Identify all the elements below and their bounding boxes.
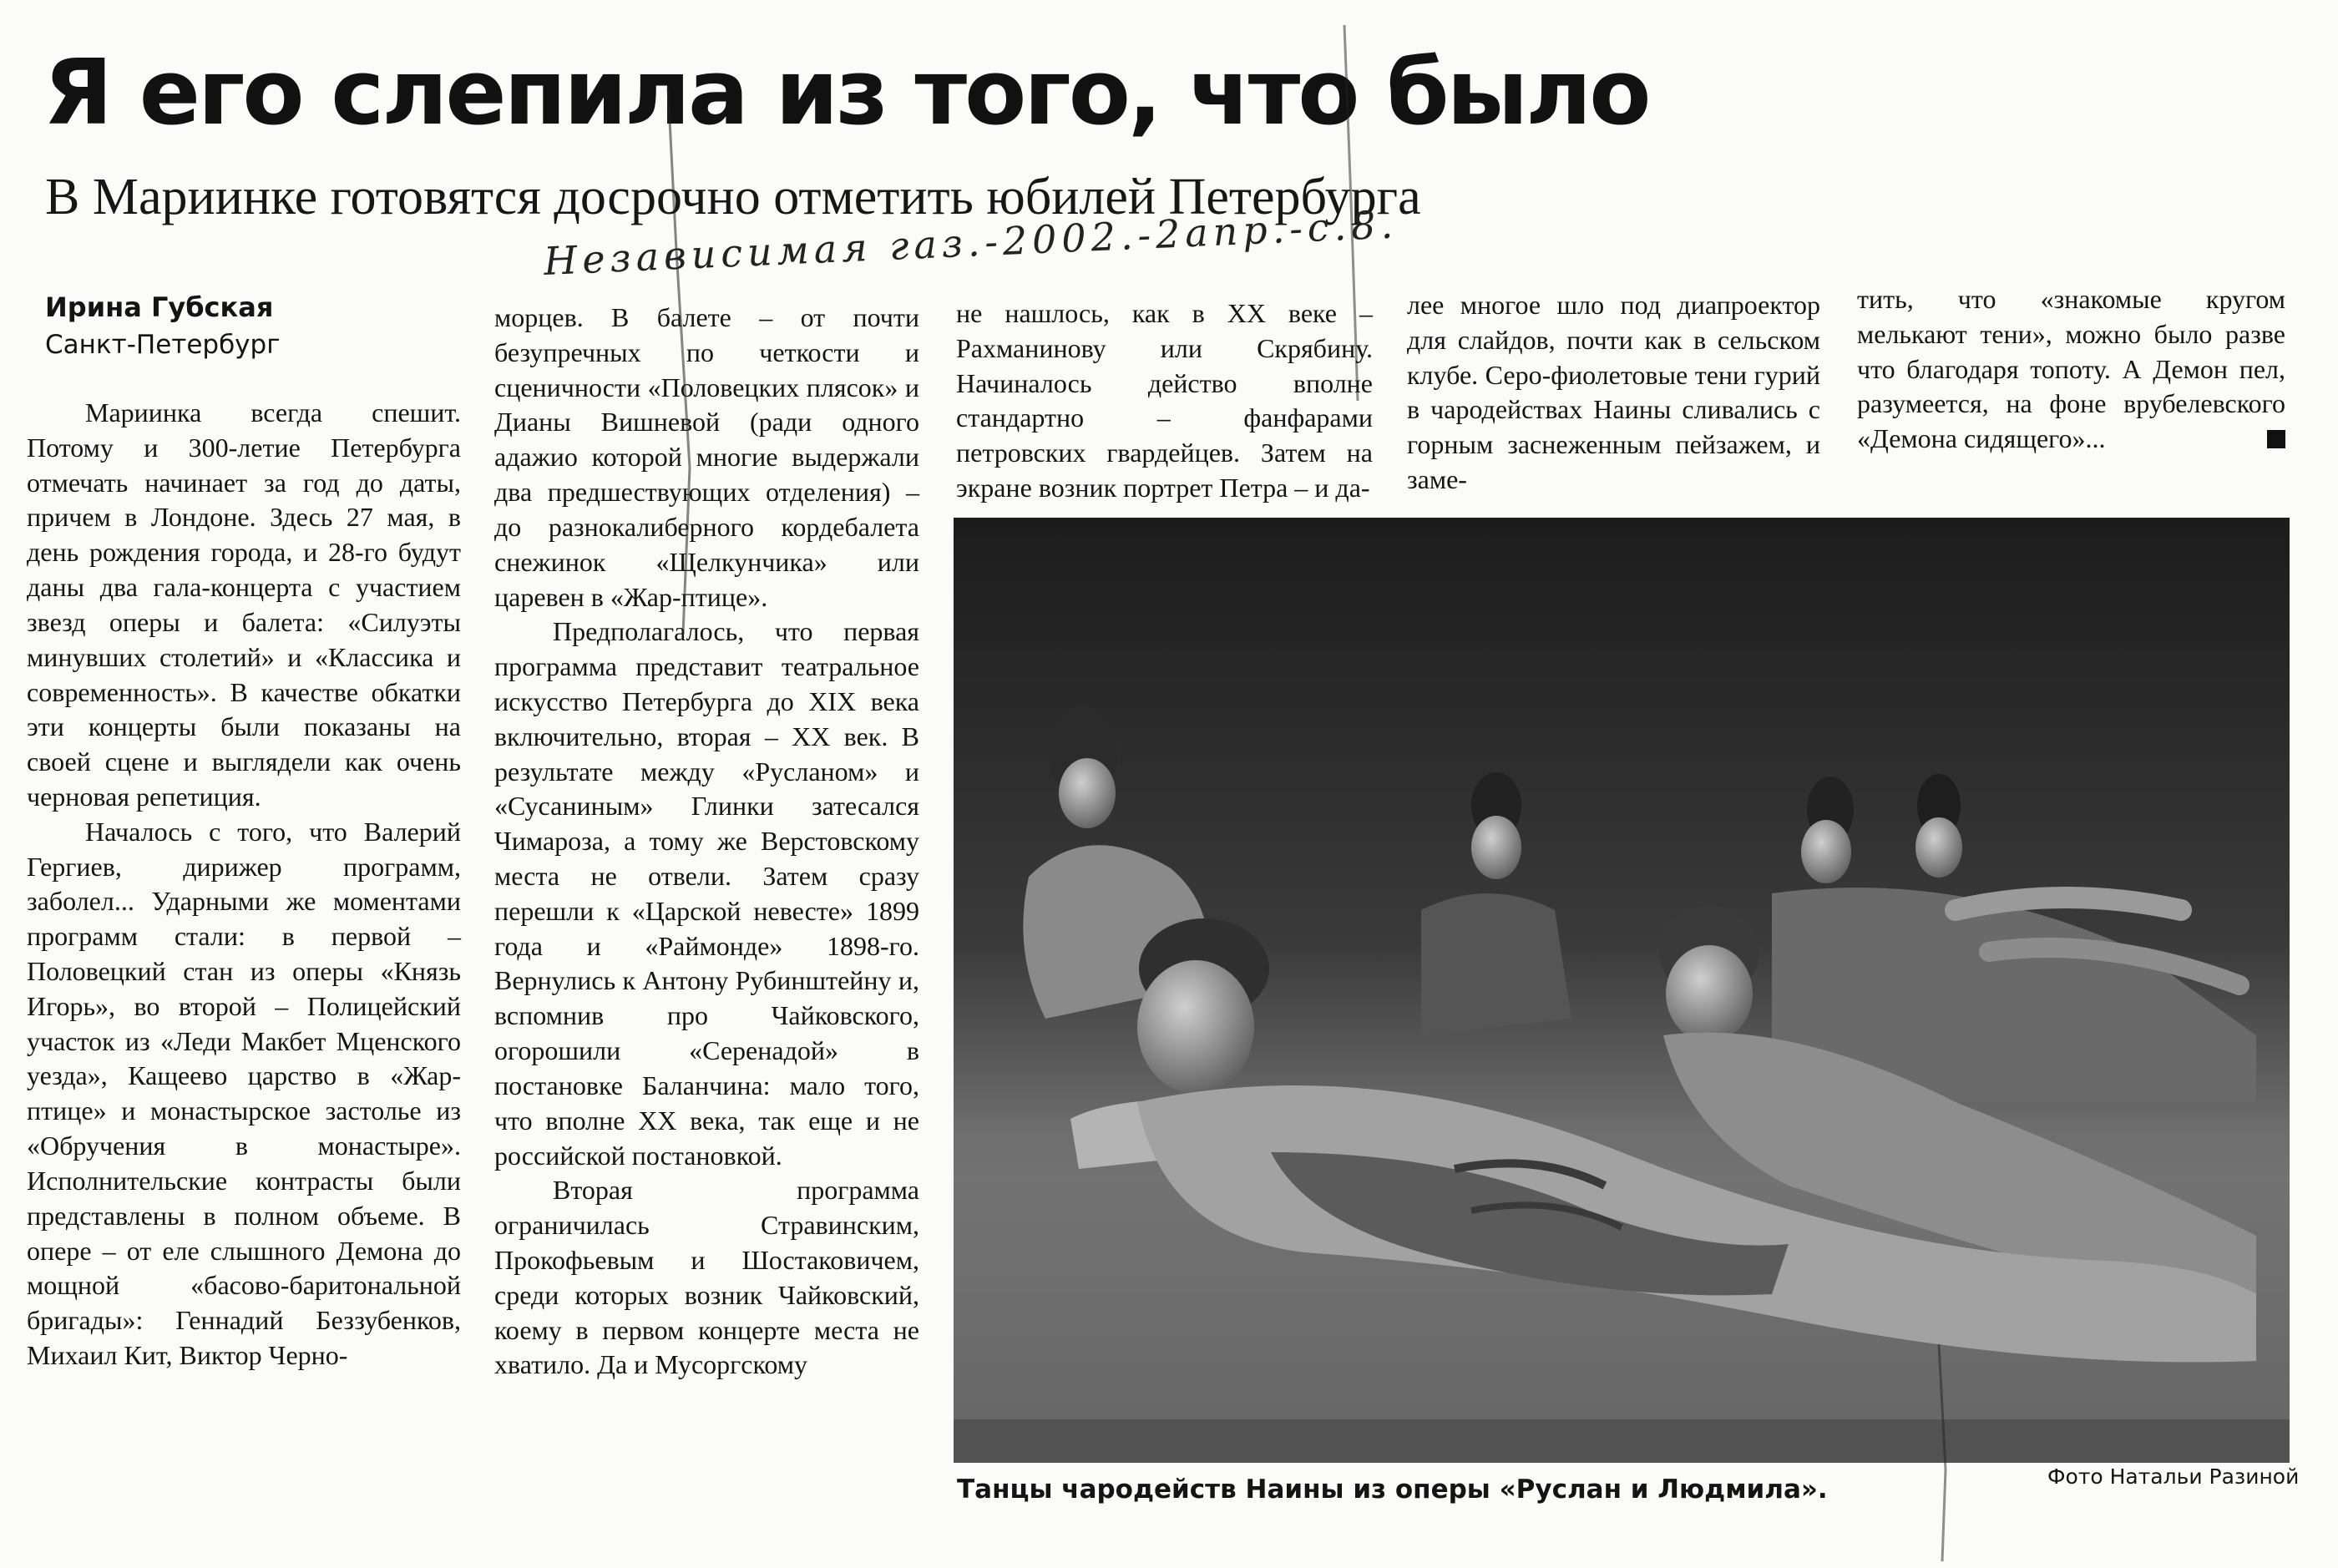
paragraph: Началось с того, что Валерий Гергиев, дирижер программ, заболел... Ударными же моментами программ стали: в первой – Половецкий стан из оперы «Князь Игорь», во второй – Полицейский участок из «Леди Макбет Мценского уезда», Кащеево царство в «Жар-птице» и монастырское застолье из «Обручения в монастыре». Исполнительские контрасты были представлены в полном объеме. В опере – от еле слышного Демона до мощной «басово-баритональной бригады»: Геннадий Беззубенков, Михаил Кит, Виктор Черно- (27, 816, 461, 1370)
paragraph: Вторая программа ограничилась Стравинским, Прокофьевым и Шостаковичем, среди которых возник Чайковский, коему в первом концерте места не хватило. Да и Мусоргскому (494, 1175, 919, 1380)
handwritten-source-note: Независимая газ.-2002.-2апр.-с.8. (543, 201, 1399, 284)
headline: Я его слепила из того, что было (43, 41, 1649, 145)
article-column-1 (27, 396, 461, 1373)
paragraph (1857, 282, 2285, 457)
article-column-2 (494, 301, 919, 1383)
subheadline: В Мариинке готовятся досрочно отметить юбилей Петербурга (45, 169, 1421, 225)
article-column-5 (1857, 282, 2285, 457)
author-location: Санкт-Петербург (45, 330, 281, 360)
paragraph: не нашлось, как в XX веке – Рахманинову или Скрябину. Начиналось действо вполне стандартно – фанфарами петровских гвардейцев. Затем на экране возник портрет Петра – и да- (956, 298, 1373, 503)
paragraph-text: тить, что «знакомые кругом мелькают тени», можно было разве что благодаря топоту. А Демон пел, разумеется, на фоне врубелевского «Демона сидящего»... (1857, 284, 2285, 454)
article-column-4 (1407, 288, 1820, 498)
ballet-photo-illustration (954, 518, 2290, 1463)
photo-caption: Танцы чародейств Наины из оперы «Руслан и Людмила». (957, 1474, 1828, 1505)
photo-credit: Фото Натальи Разиной (2047, 1464, 2300, 1489)
paragraph: Предполагалось, что первая программа представит театральное искусство Петербурга до XIX века включительно, вторая – XX век. В результате между «Русланом» и «Сусаниным» Глинки затесался Чимароза, а тому же Верстовскому места не отвели. Затем сразу перешли к «Царской невесте» 1899 года и «Раймонде» 1898-го. Вернулись к Антону Рубинштейну и, вспомнив про Чайковского, огорошили «Серенадой» в постановке Баланчина: мало того, что вполне XX века, так еще и не российской постановкой. (494, 616, 919, 1171)
ballet-photo (954, 518, 2290, 1463)
paragraph: лее многое шло под диапроектор для слайдов, почти как в сельском клубе. Серо-фиолетовые тени гурий в чародействах Наины сливались с горным заснеженным пейзажем, и заме- (1407, 290, 1820, 495)
end-of-article-mark (2267, 430, 2285, 448)
author-name: Ирина Губская (45, 291, 274, 323)
paragraph: Мариинка всегда спешит. Потому и 300-летие Петербурга отмечать начинает за год до даты, причем в Лондоне. Здесь 27 мая, в день рождения города, и 28-го будут даны два гала-концерта с участием звезд оперы и балета: «Силуэты минувших столетий» и «Классика и современность». В качестве обкатки эти концерты были показаны на своей сцене и выглядели как очень черновая репетиция. (27, 397, 461, 812)
article-column-3 (956, 296, 1373, 506)
paragraph: морцев. В балете – от почти безупречных по четкости и сценичности «Половецких плясок» и Дианы Вишневой (ради одного адажио которой многие выдержали два предшествующих отделения) – до разнокалиберного кордебалета снежинок «Щелкунчика» или царевен в «Жар-птице». (494, 302, 919, 612)
